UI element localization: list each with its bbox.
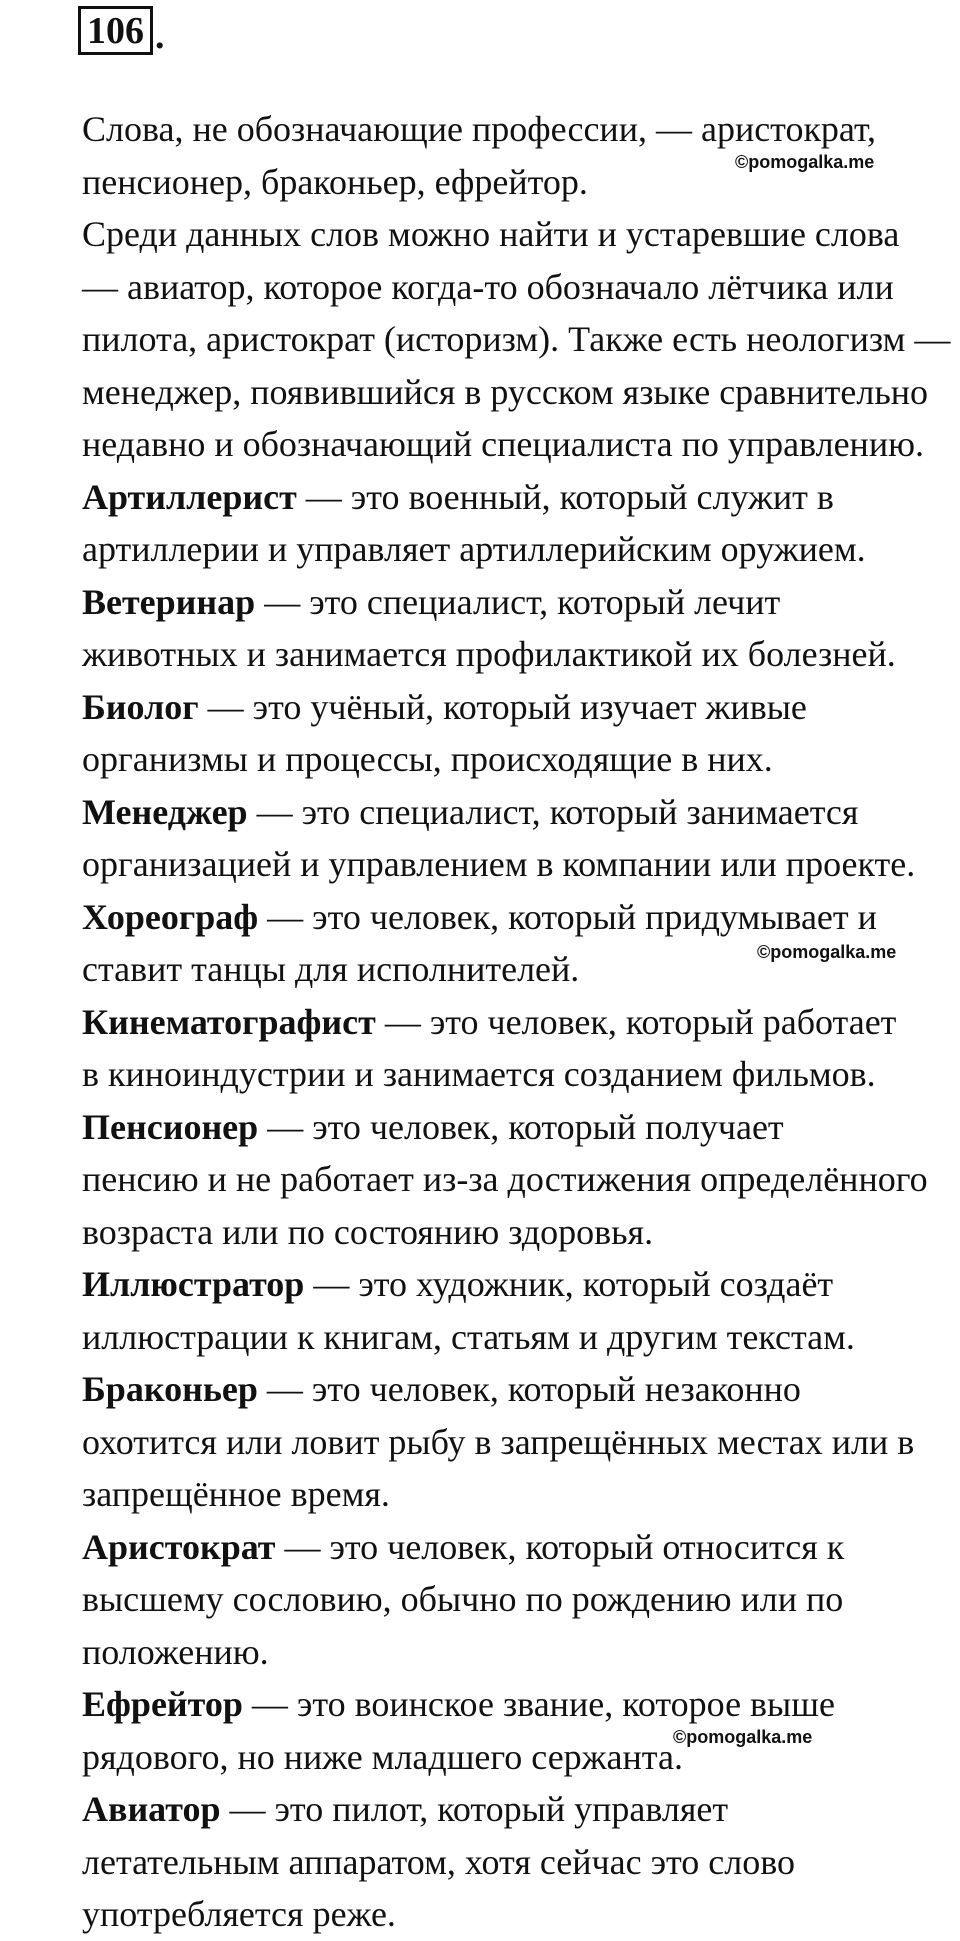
task-number-box: 106 <box>78 6 153 55</box>
definition-term: Иллюстратор <box>82 1264 305 1304</box>
text-line <box>4 786 958 839</box>
definition-term: Менеджер <box>82 791 248 832</box>
text-line: охотится или ловит рыбу в запрещённых местах или в <box>82 1421 915 1462</box>
definition-text: — это человек, который получает <box>258 1106 784 1147</box>
definition-text: — это специалист, который занимается <box>247 791 859 832</box>
text-line <box>4 1363 958 1416</box>
text-line: рядового, но ниже младшего сержанта. <box>82 1736 683 1777</box>
definition-text: — это человек, который относится к <box>275 1526 845 1567</box>
watermark: ©pomogalka.me <box>757 942 897 962</box>
text-line <box>4 576 958 629</box>
definition-term: Ефрейтор <box>82 1684 243 1724</box>
definition-paragraph <box>4 1258 958 1363</box>
text-line: употребляется реже. <box>82 1894 396 1934</box>
definition-term: Браконьер <box>82 1369 258 1409</box>
definition-term: Авиатор <box>82 1789 221 1829</box>
watermark: ©pomogalka.me <box>673 1727 813 1747</box>
definition-paragraph <box>4 1521 958 1679</box>
definition-term: Кинематографист <box>82 1001 376 1042</box>
definition-term: Биолог <box>82 686 199 727</box>
definition-text: — это художник, который создаёт <box>304 1264 834 1304</box>
definition-term: Ветеринар <box>82 581 256 622</box>
task-number <box>78 6 165 55</box>
definition-term: Хореограф <box>82 896 259 937</box>
text-line: пенсию и не работает из-за достижения определённого <box>82 1159 928 1199</box>
text-line: организмы и процессы, происходящие в них. <box>82 739 773 779</box>
text-line <box>4 1101 958 1154</box>
definition-text: — это воинское звание, которое выше <box>242 1684 835 1724</box>
text-line: Слова, не обозначающие профессии, — аристократ, <box>82 109 877 149</box>
text-line <box>4 1783 958 1836</box>
text-line <box>4 1258 958 1311</box>
definition-text: — это специалист, который лечит <box>255 581 781 622</box>
text-line <box>4 996 958 1049</box>
definition-text: — это человек, который придумывает и <box>258 896 877 937</box>
watermark: ©pomogalka.me <box>735 152 875 172</box>
text-line <box>4 1678 958 1731</box>
text-line: положению. <box>82 1631 269 1672</box>
text-line: артиллерии и управляет артиллерийским оружием. <box>82 529 866 569</box>
text-line: животных и занимается профилактикой их болезней. <box>82 634 896 674</box>
definition-text: — это человек, который незаконно <box>257 1369 801 1409</box>
intro-paragraph <box>4 208 958 471</box>
text-line: менеджер, появившийся в русском языке сравнительно <box>82 371 929 412</box>
text-line: пенсионер, браконьер, ефрейтор. <box>82 161 588 202</box>
definition-paragraph <box>4 1101 958 1259</box>
task-number-dot: . <box>155 15 165 57</box>
definition-paragraph <box>4 1363 958 1521</box>
definition-paragraph <box>4 576 958 681</box>
text-line: ставит танцы для исполнителей. <box>82 949 580 989</box>
text-line: Среди данных слов можно найти и устаревшие слова <box>82 214 900 254</box>
definition-paragraph <box>4 996 958 1101</box>
definition-paragraph <box>4 681 958 786</box>
definition-text: — это военный, который служит в <box>296 476 834 517</box>
definition-term: Аристократ <box>82 1526 276 1567</box>
text-line <box>4 471 958 524</box>
definition-paragraph <box>4 1783 958 1941</box>
text-line: летательным аппаратом, хотя сейчас это слово <box>82 1841 796 1882</box>
definition-paragraph <box>4 1678 958 1783</box>
definition-term: Артиллерист <box>82 476 297 517</box>
text-line: организацией и управлением в компании или проекте. <box>82 844 916 884</box>
text-line: иллюстрации к книгам, статьям и другим текстам. <box>82 1316 855 1357</box>
text-line: — авиатор, которое когда-то обозначало лётчика или <box>82 266 894 307</box>
text-line: запрещённое время. <box>82 1474 390 1514</box>
definition-text: — это учёный, который изучает живые <box>198 686 807 727</box>
definition-text: — это пилот, который управляет <box>220 1789 729 1829</box>
text-line: пилота, аристократ (историзм). Также есть неологизм — <box>82 319 951 359</box>
text-line <box>4 681 958 734</box>
text-line: в киноиндустрии и занимается созданием фильмов. <box>82 1054 876 1094</box>
definition-paragraph <box>4 471 958 576</box>
text-line: высшему сословию, обычно по рождению или по <box>82 1579 844 1619</box>
definition-paragraph <box>4 786 958 891</box>
text-line <box>4 891 958 944</box>
definition-text: — это человек, который работает <box>375 1001 897 1042</box>
answer-text <box>4 103 958 1941</box>
text-line: возраста или по состоянию здоровья. <box>82 1211 654 1252</box>
text-line: недавно и обозначающий специалиста по управлению. <box>82 424 924 464</box>
definition-term: Пенсионер <box>82 1106 259 1147</box>
text-line <box>4 1521 958 1574</box>
